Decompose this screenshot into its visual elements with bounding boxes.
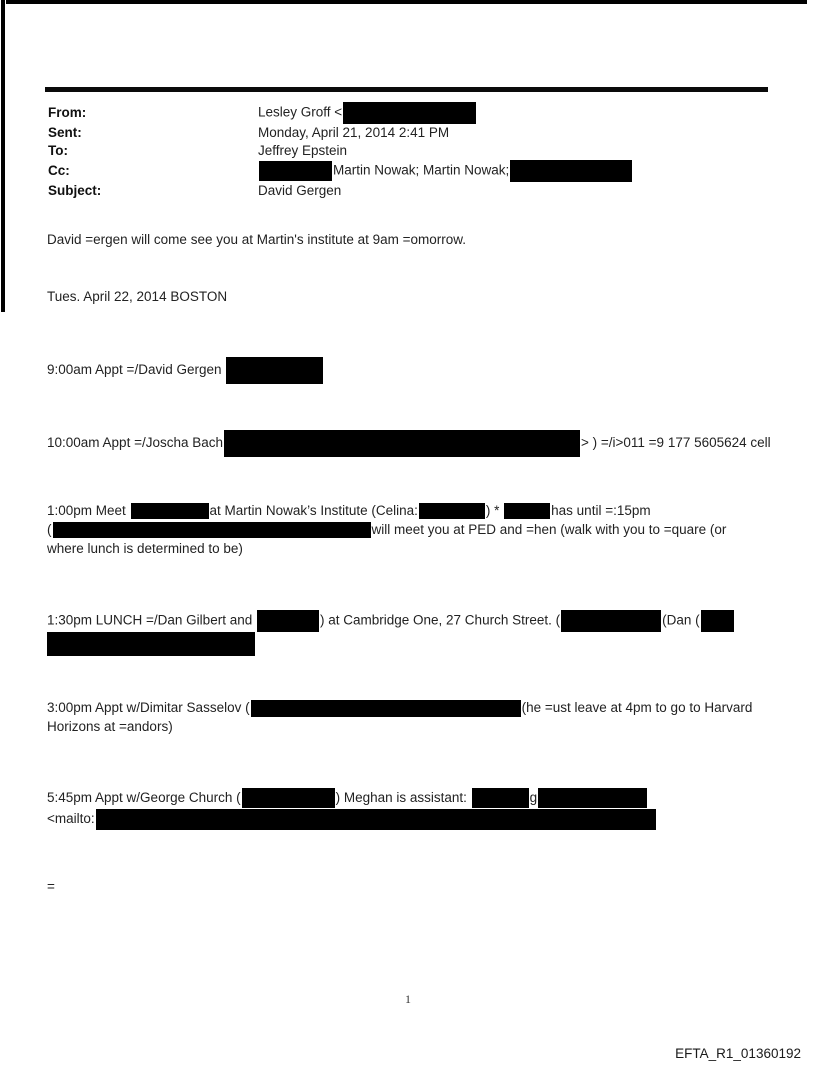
page-number: 1 [405,992,411,1006]
redaction-bar [96,809,656,830]
mailto-text: <mailto: [47,810,95,826]
redaction-bar [561,610,661,632]
intro-text: David =ergen will come see you at Martin's institute at 9am =omorrow. [47,232,467,247]
scan-top-edge [6,0,807,4]
redaction-bar [257,610,319,632]
appt-3pm-l2-text: Horizons at =andors) [47,718,173,734]
appt-1pm-l2-post: will meet you at PED and =hen (walk with you to =quare (or [371,521,727,537]
appt-10am-text-post: > ) =/i>011 =9 177 5605624 cell [581,435,771,451]
from-label: From: [48,104,87,120]
appt-1pm-l3-text: where lunch is determined to be) [47,540,243,556]
header-row-from [48,102,633,124]
redaction-bar [53,522,371,538]
subject-value: David Gergen [258,183,342,199]
cc-value: Martin Nowak; Martin Nowak; [333,162,510,178]
appt-9am-line [47,357,324,384]
to-label: To: [48,143,68,159]
cc-label: Cc: [48,162,70,178]
appt-130pm-line1 [47,610,735,632]
date-line [47,288,227,307]
appt-130pm-line2 [47,632,735,656]
appt-545pm-line1 [47,788,657,809]
scan-left-edge [1,0,5,312]
redaction-bar [47,632,255,656]
appt-1pm-pre: 1:00pm Meet [47,503,130,518]
appt-1pm-mid1: at Martin Nowak’s Institute (Celina: [209,503,418,518]
redaction-bar [419,503,485,519]
redaction-bar [472,788,529,808]
header-row-subject [48,182,633,200]
header-row-cc [48,160,633,182]
bates-number: EFTA_R1_01360192 [675,1046,801,1061]
appt-130pm-mid1: ) at Cambridge One, 27 Church Street. ( [319,612,561,628]
appt-545pm-mid1: ) Meghan is assistant: [335,790,471,805]
appt-130pm-pre: 1:30pm LUNCH =/Dan Gilbert and [47,612,256,628]
appt-3pm-post: (he =ust leave at 4pm to go to Harvard [521,700,753,715]
email-header-divider [45,87,768,92]
sent-label: Sent: [48,125,82,140]
appt-1pm-line1 [47,502,726,521]
appt-9am-text: 9:00am Appt =/David Gergen [47,362,226,378]
appt-1pm-post: has until =:15pm [551,503,651,518]
from-value: Lesley Groff < [258,104,343,120]
redaction-bar [259,161,332,181]
appt-10am-line [47,430,771,457]
redaction-bar [343,102,476,124]
appt-3pm-line1 [47,699,752,718]
appt-130pm-block [47,610,735,656]
redaction-bar [538,788,647,808]
appt-130pm-mid2: (Dan ( [662,612,700,628]
sent-value: Monday, April 21, 2014 2:41 PM [258,125,450,140]
appt-1pm-line3 [47,540,726,559]
appt-10am-text-pre: 10:00am Appt =/Joscha Bach [47,435,223,451]
email-header [48,102,633,201]
appt-1pm-line2 [47,521,726,540]
subject-label: Subject: [48,183,102,199]
appt-3pm-pre: 3:00pm Appt w/Dimitar Sasselov ( [47,700,250,715]
date-text: Tues. April 22, 2014 BOSTON [47,289,228,304]
appt-1pm-l2-pre: ( [47,521,52,537]
redaction-bar [510,160,632,182]
redaction-bar [131,503,209,519]
appt-3pm-line2 [47,718,752,737]
appt-545pm-line2 [47,809,657,830]
appt-545pm-block [47,788,657,830]
redaction-bar [226,357,323,384]
appt-545pm-pre: 5:45pm Appt w/George Church ( [47,790,241,805]
to-value: Jeffrey Epstein [258,143,348,159]
intro-line [47,231,466,250]
redaction-bar [504,503,550,519]
closing-char: = [47,879,55,894]
closing-line [47,878,55,897]
appt-3pm-block [47,699,752,737]
appt-545pm-gap-char: g [529,790,538,805]
redaction-bar [224,430,580,457]
appt-1pm-mid2: ) * [485,503,504,518]
redaction-bar [242,788,335,808]
appt-1pm-block [47,502,726,558]
header-row-to [48,142,633,160]
header-row-sent [48,124,633,142]
redaction-bar [701,610,734,632]
redaction-bar [251,700,521,717]
